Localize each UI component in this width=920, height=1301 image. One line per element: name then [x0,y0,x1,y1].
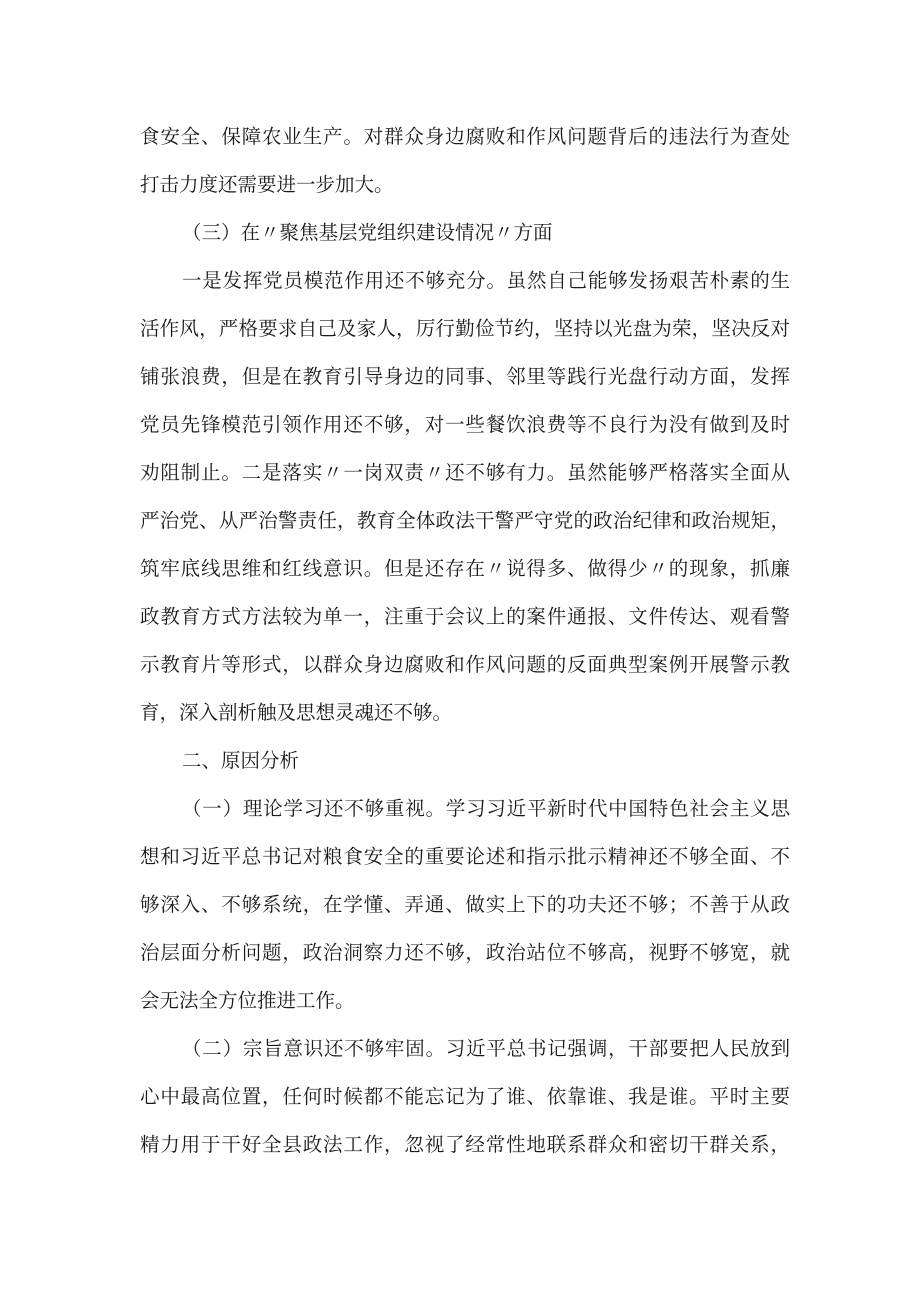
paragraph-line: 党员先锋模范引领作用还不够，对一些餐饮浪费等不良行为没有做到及时 [140,413,790,436]
paragraph-line: 示教育片等形式，以群众身边腐败和作风问题的反面典型案例开展警示教 [140,653,790,676]
section-heading: （三）在〃聚焦基层党组织建设情况〃方面 [182,221,553,244]
paragraph-line: 想和习近平总书记对粮食安全的重要论述和指示批示精神还不够全面、不 [140,845,790,868]
paragraph-line: 心中最高位置，任何时候都不能忘记为了谁、依靠谁、我是谁。平时主要 [140,1085,790,1108]
paragraph-line: 打击力度还需要进一步加大。 [140,173,394,196]
paragraph-line: 一是发挥党员模范作用还不够充分。虽然自己能够发扬艰苦朴素的生 [182,269,790,292]
paragraph-line: 会无法全方位推进工作。 [140,989,355,1012]
paragraph-line: （一）理论学习还不够重视。学习习近平新时代中国特色社会主义思 [182,797,790,820]
paragraph-line: 劝阻制止。二是落实〃一岗双责〃还不够有力。虽然能够严格落实全面从 [140,461,790,484]
paragraph-line: 精力用于干好全县政法工作，忽视了经常性地联系群众和密切干群关系， [140,1133,790,1156]
paragraph-line: 食安全、保障农业生产。对群众身边腐败和作风问题背后的违法行为查处 [140,125,790,148]
paragraph-line: 活作风，严格要求自己及家人，厉行勤俭节约，坚持以光盘为荣，坚决反对 [140,317,790,340]
paragraph-line: 铺张浪费，但是在教育引导身边的同事、邻里等践行光盘行动方面，发挥 [140,365,790,388]
paragraph-line: 治层面分析问题，政治洞察力还不够，政治站位不够高，视野不够宽，就 [140,941,790,964]
paragraph-line: （二）宗旨意识还不够牢固。习近平总书记强调，干部要把人民放到 [182,1037,790,1060]
paragraph-line: 够深入、不够系统，在学懂、弄通、做实上下的功夫还不够；不善于从政 [140,893,790,916]
section-heading: 二、原因分析 [182,749,300,772]
paragraph-line: 严治党、从严治警责任，教育全体政法干警严守党的政治纪律和政治规矩， [140,509,790,532]
paragraph-line: 筑牢底线思维和红线意识。但是还存在〃说得多、做得少〃的现象，抓廉 [140,557,790,580]
paragraph-line: 政教育方式方法较为单一，注重于会议上的案件通报、文件传达、观看警 [140,605,790,628]
paragraph-line: 育，深入剖析触及思想灵魂还不够。 [140,701,453,724]
